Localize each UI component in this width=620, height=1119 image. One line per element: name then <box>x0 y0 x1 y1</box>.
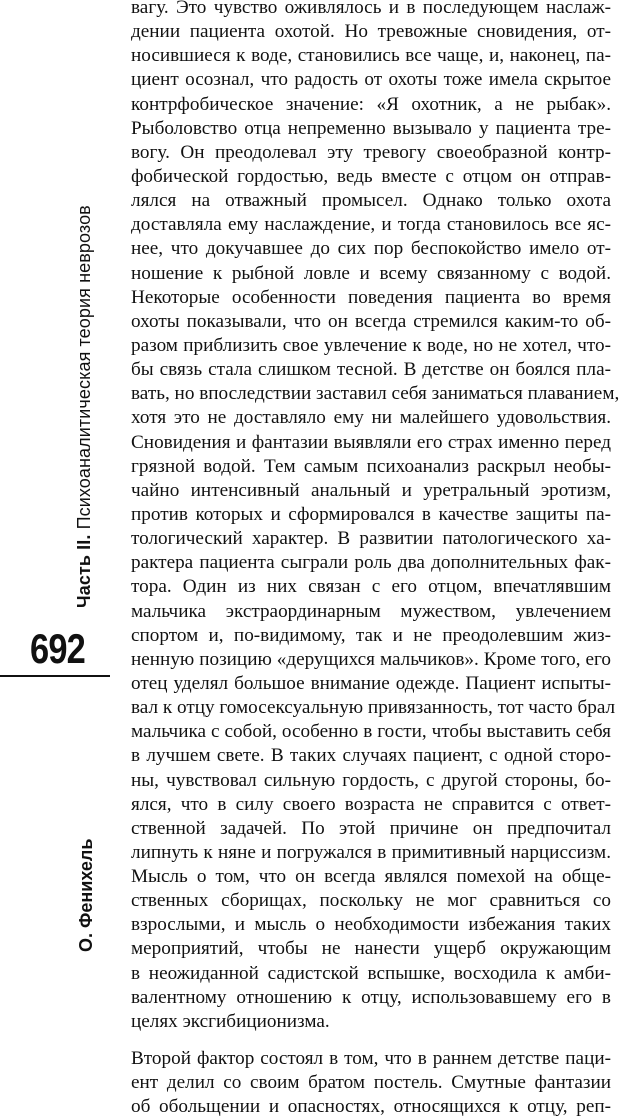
text-line: ент делил со своим братом постель. Смутные фантазии <box>131 1072 611 1094</box>
text-line: доставляла ему наслаждение, и тогда становилось все яс- <box>131 214 611 236</box>
text-line: ненную позицию «дерущихся мальчиков». Кроме того, его <box>131 648 611 670</box>
text-line: об обольщении и опасностях, относящихся к отцу, реп- <box>131 1096 611 1118</box>
running-head-part: Часть II. <box>74 534 94 608</box>
text-line: дении пациента охотой. Но тревожные сновидения, от- <box>131 21 611 43</box>
text-line: чайно интенсивный анальный и уретральный эротизм, <box>131 479 611 501</box>
text-line: рактера пациента сыграли роль два дополнительных фак- <box>131 552 611 574</box>
text-line: Второй фактор состоял в том, что в раннем детстве паци- <box>131 1048 611 1070</box>
page-number-rule <box>0 675 110 677</box>
text-line: циент осознал, что радость от охоты тоже имела скрытое <box>131 69 611 91</box>
paragraph-gap <box>131 1034 611 1047</box>
text-line: вал к отцу гомосексуальную привязанность, тот часто брал <box>131 697 616 719</box>
running-head <box>74 205 94 608</box>
body-text <box>131 0 620 1119</box>
text-line: бы связь стала слишком тесной. В детстве он боялся пла- <box>131 359 611 381</box>
text-line: разом приблизить свое увлечение к воде, но не хотел, что- <box>131 334 611 356</box>
text-line: нее, что докучавшее до сих пор беспокойство имело от- <box>131 238 611 260</box>
text-line: тора. Один из них связан с его отцом, впечатлявшим <box>131 576 611 598</box>
text-line: мальчика экстраординарным мужеством, увлечением <box>131 600 611 622</box>
text-line: вагу. Это чувство оживлялось и в последующем наслаж- <box>131 0 611 18</box>
text-line: ношение к рыбной ловле и всему связанному с водой. <box>131 262 611 284</box>
text-line: фобической гордостью, ведь вместе с отцом он отправ- <box>131 165 611 187</box>
text-line: носившиеся к воде, становились все чаще, и, наконец, па- <box>131 45 611 67</box>
page-margin <box>0 0 110 995</box>
text-line: хотя это не доставляло ему ни малейшего удовольствия. <box>131 407 611 429</box>
text-line: Некоторые особенности поведения пациента во время <box>131 286 611 308</box>
author-name: О. Фенихель <box>76 838 96 952</box>
text-line: вать, но впоследствии заставил себя заниматься плаванием, <box>131 383 620 405</box>
text-line: ственной задачей. По этой причине он предпочитал <box>131 817 611 839</box>
text-line: грязной водой. Тем самым психоанализ раскрыл необы- <box>131 455 611 477</box>
text-line: Сновидения и фантазии выявляли его страх именно перед <box>131 431 611 453</box>
text-line: взрослыми, и мысль о необходимости избежания таких <box>131 914 611 936</box>
text-line: мальчика с собой, особенно в гости, чтобы выставить себя <box>131 721 611 743</box>
text-line: ялся, что в силу своего возраста не справится с ответ- <box>131 793 611 815</box>
text-line: валентному отношению к отцу, использовавшему его в <box>131 986 611 1008</box>
text-line: ны, чувствовал сильную гордость, с другой стороны, бо- <box>131 769 611 791</box>
text-line: Мысль о том, что он всегда являлся помехой на обще- <box>131 866 611 888</box>
page-number: 692 <box>30 625 86 672</box>
text-line: липнуть к няне и погружался в примитивный нарциссизм. <box>131 841 611 863</box>
paragraph <box>131 1047 611 1119</box>
text-line: лялся на отважный промысел. Однако только охота <box>131 190 611 212</box>
text-line: целях эксгибиционизма. <box>131 1010 330 1032</box>
text-line: против которых и сформировался в качестве защиты па- <box>131 503 611 525</box>
running-head-title: Психоаналитическая теория неврозов <box>74 205 94 530</box>
text-line: Рыболовство отца непременно вызывало у пациента тре- <box>131 117 611 139</box>
text-line: вогу. Он преодолевал эту тревогу своеобразной контр- <box>131 141 611 163</box>
text-line: спортом и, по-видимому, так и не преодолевшим жиз- <box>131 624 611 646</box>
text-line: в неожиданной садистской вспышке, восходила к амби- <box>131 962 611 984</box>
paragraph <box>131 0 620 1034</box>
text-line: мероприятий, чтобы не нанести ущерб окружающим <box>131 938 611 960</box>
text-line: тологический характер. В развитии патологического ха- <box>131 528 611 550</box>
text-line: контрфобическое значение: «Я охотник, а не рыбак». <box>131 93 611 115</box>
text-line: охоты показывали, что он всегда стремился каким-то об- <box>131 310 611 332</box>
text-line: ственных сборищах, поскольку не мог сравниться со <box>131 890 611 912</box>
text-line: в лучшем свете. В таких случаях пациент, с одной сторо- <box>131 745 611 767</box>
text-line: отец уделял большое внимание одежде. Пациент испыты- <box>131 672 611 694</box>
